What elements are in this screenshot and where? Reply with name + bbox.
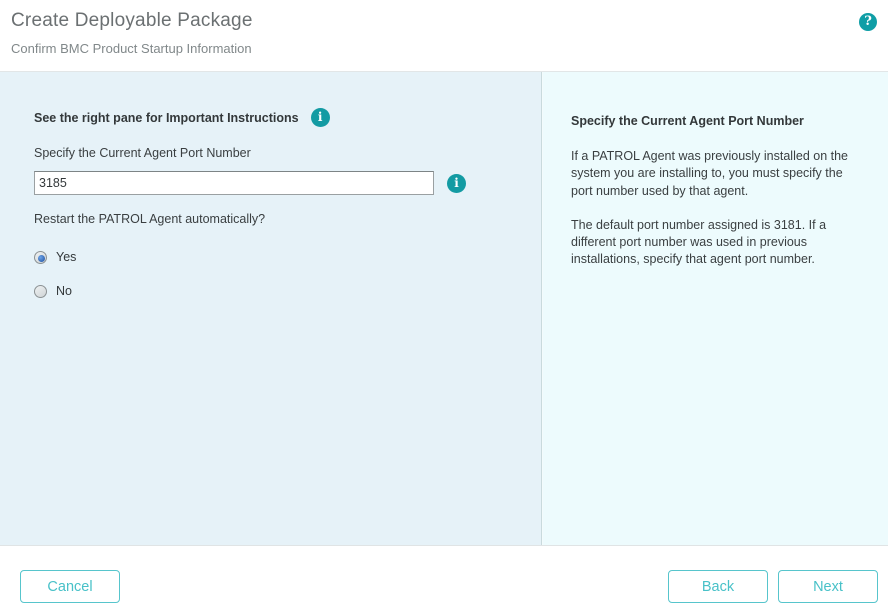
instructions-paragraph: The default port number assigned is 3181. If a different port number was used in previous installations, specify that agent port number.: [571, 217, 827, 267]
port-input-row: [34, 171, 541, 195]
wizard-header: [0, 0, 888, 71]
page-title: Create Deployable Package: [11, 10, 253, 31]
wizard-footer: [0, 546, 888, 615]
instructions-paragraph: If a PATROL Agent was previously installed on the system you are installing to, you must specify the port number used by that agent.: [571, 149, 848, 198]
wizard-content: [0, 71, 888, 546]
port-input[interactable]: [34, 171, 434, 195]
form-pane: [0, 72, 541, 545]
info-icon[interactable]: i: [447, 174, 466, 193]
next-button[interactable]: Next: [778, 570, 878, 603]
cancel-button[interactable]: Cancel: [20, 570, 120, 603]
help-icon[interactable]: ?: [859, 13, 877, 31]
info-icon[interactable]: i: [311, 108, 330, 127]
radio-label-yes: Yes: [56, 250, 77, 264]
radio-button-yes[interactable]: [34, 251, 47, 264]
instructions-pane: [543, 72, 888, 545]
instruction-label: See the right pane for Important Instructions: [34, 110, 299, 125]
instructions-heading: Specify the Current Agent Port Number: [571, 114, 804, 128]
instruction-row: [34, 108, 541, 127]
radio-option-no[interactable]: [34, 284, 541, 298]
radio-button-no[interactable]: [34, 285, 47, 298]
port-field-label: Specify the Current Agent Port Number: [34, 146, 251, 160]
back-button[interactable]: Back: [668, 570, 768, 603]
radio-option-yes[interactable]: [34, 250, 541, 264]
page-subtitle: Confirm BMC Product Startup Information: [11, 41, 252, 56]
radio-label-no: No: [56, 284, 72, 298]
restart-question-label: Restart the PATROL Agent automatically?: [34, 212, 266, 226]
